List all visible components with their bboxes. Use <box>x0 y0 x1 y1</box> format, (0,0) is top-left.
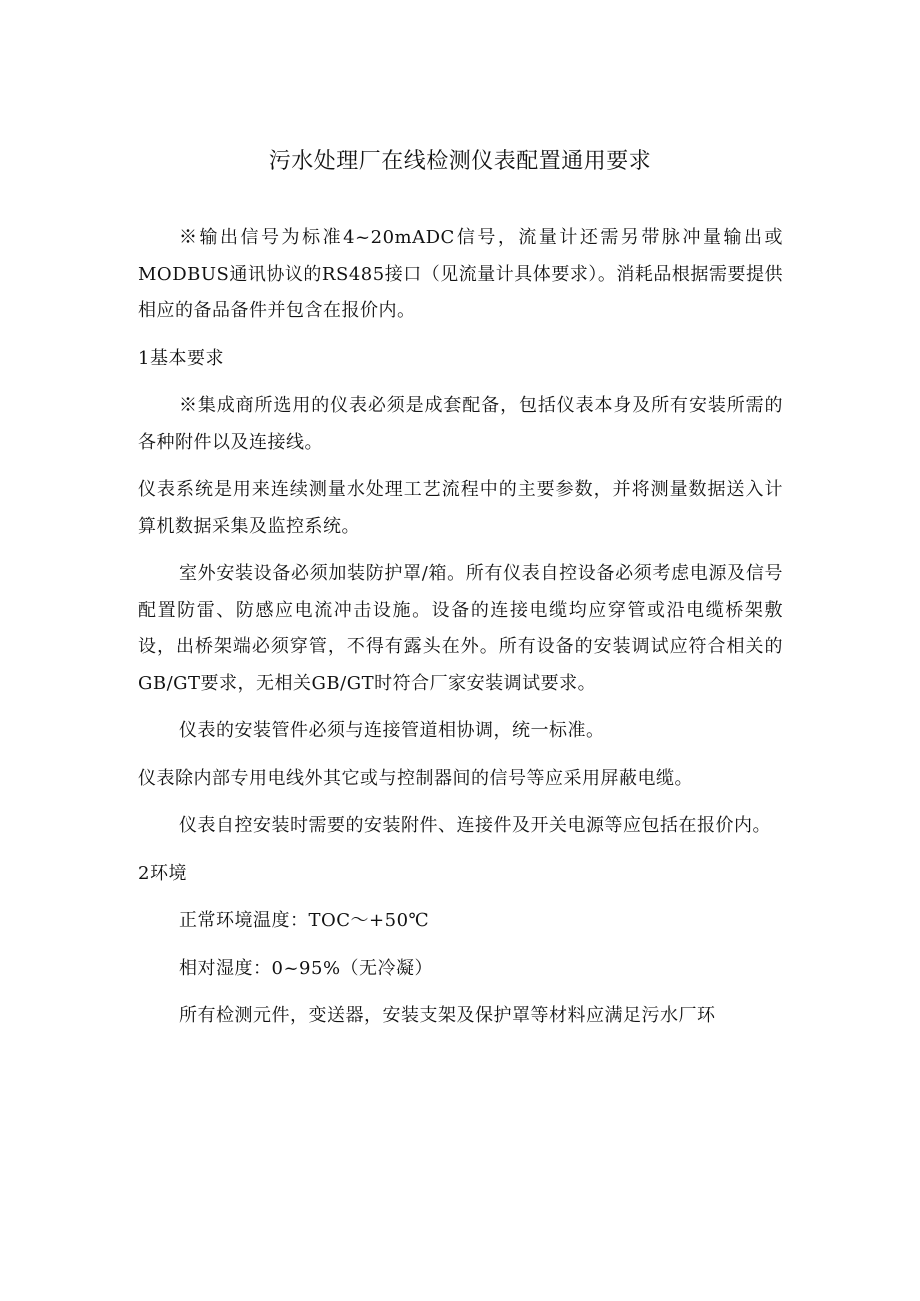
section-1-paragraph-5: 仪表除内部专用电线外其它或与控制器间的信号等应采用屏蔽电缆。 <box>138 767 693 789</box>
section-1-paragraph-6: 仪表自控安装时需要的安装附件、连接件及开关电源等应包括在报价内。 <box>179 815 771 836</box>
section-2-paragraph-3: 所有检测元件，变送器，安装支架及保护罩等材料应满足污水厂环 <box>179 1005 716 1026</box>
section-2-paragraph-1: 正常环境温度：TOC～+50℃ <box>179 910 430 931</box>
section-2-paragraph-2: 相对湿度：0~95%（无冷凝） <box>179 957 434 979</box>
document-title: 污水处理厂在线检测仪表配置通用要求 <box>268 149 652 174</box>
section-2-heading: 2环境 <box>138 862 187 884</box>
section-1-paragraph-1: ※集成商所选用的仪表必须是成套配备，包括仪表本身及所有安装所需的各种附件以及连接线。 <box>138 395 783 453</box>
section-1-heading: 1基本要求 <box>138 347 224 369</box>
intro-paragraph: ※输出信号为标准4~20mADC信号，流量计还需另带脉冲量输出或MODBUS通讯协议的RS485接口（见流量计具体要求）。消耗品根据需要提供相应的备品备件并包含在报价内。 <box>138 227 783 321</box>
document-body <box>138 220 783 1035</box>
section-1-paragraph-2: 仪表系统是用来连续测量水处理工艺流程中的主要参数，并将测量数据送入计算机数据采集及监控系统。 <box>138 479 783 537</box>
section-1-paragraph-3: 室外安装设备必须加装防护罩/箱。所有仪表自控设备必须考虑电源及信号配置防雷、防感应电流冲击设施。设备的连接电缆均应穿管或沿电缆桥架敷设，出桥架端必须穿管，不得有露头在外。所有设备的安装调试应符合相关的GB/GT要求，无相关GB/GT时符合厂家安装调试要求。 <box>138 563 783 694</box>
section-1-paragraph-4: 仪表的安装管件必须与连接管道相协调，统一标准。 <box>179 720 605 741</box>
